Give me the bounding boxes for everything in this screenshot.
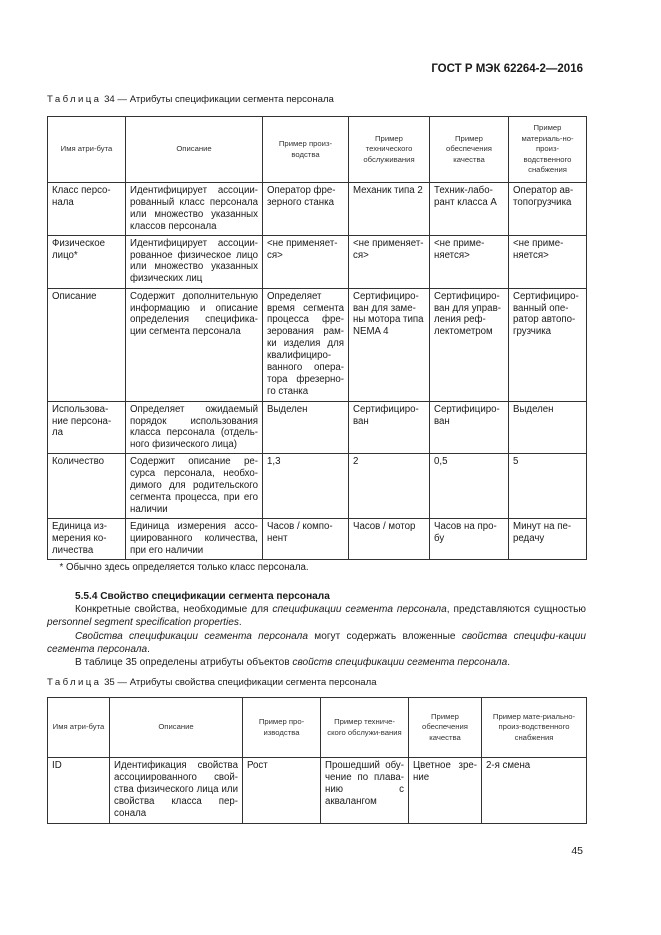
cell: Содержит дополнительную информацию и описание определения специфика-ции сегмента персонала	[126, 288, 263, 401]
cell: Класс персо-нала	[48, 183, 126, 236]
cell: Использова-ние персона-ла	[48, 401, 126, 454]
cell: Сертифициро-ванный опе-ратор автопо-грузчика	[509, 288, 587, 401]
cell: Оператор фре-зерного станка	[263, 183, 349, 236]
cell: Идентификация свойства ассоциированного свой-ства физического лица или свойства класса пер-сонала	[110, 758, 243, 824]
cell: ID	[48, 758, 110, 824]
table-row	[48, 758, 587, 824]
header-cell: Пример произ-водства	[263, 117, 349, 183]
cell: 0,5	[430, 454, 509, 519]
cell: Цветное зре-ние	[409, 758, 482, 824]
table-row	[48, 401, 587, 454]
cell: Содержит описание ре-сурса персонала, необхо-димого для родительского сегмента процесса, при его наличии	[126, 454, 263, 519]
cell: Описание	[48, 288, 126, 401]
paragraph-1	[47, 603, 586, 629]
term: свойства специфи-кации сегмента персонала	[47, 630, 586, 655]
header-cell: Описание	[126, 117, 263, 183]
header-cell: Пример про-изводства	[243, 698, 321, 758]
footnote-row	[48, 559, 587, 575]
text: .	[147, 643, 150, 655]
text: могут содержать вложенные	[307, 630, 462, 642]
cell: 2-я смена	[482, 758, 587, 824]
cell: Техник-лабо-рант класса А	[430, 183, 509, 236]
header-cell: Пример техниче-ского обслужи-вания	[321, 698, 409, 758]
cell: Единица измерения ассо-циированного количества, при его наличии	[126, 518, 263, 559]
cell: <не приме-няется>	[430, 235, 509, 288]
term: personnel segment specification properties	[47, 617, 239, 629]
cell: Часов / мотор	[349, 518, 430, 559]
table-34	[47, 116, 587, 576]
cell: Выделен	[509, 401, 587, 454]
header-cell: Имя атри-бута	[48, 698, 110, 758]
cell: Рост	[243, 758, 321, 824]
cell: <не применяет-ся>	[349, 235, 430, 288]
text: .	[507, 657, 511, 669]
text: В таблице 35 определены атрибуты объектов	[75, 657, 293, 669]
caption-text: — Атрибуты спецификации сегмента персонала	[114, 94, 334, 105]
table-row	[48, 454, 587, 519]
cell: Определяет время сегмента процесса фре-зерования рам-ки изделия для квалифициро-ванного опера-тора фрезерно-го станка	[263, 288, 349, 401]
cell: <не применяет-ся>	[263, 235, 349, 288]
document-header: ГОСТ Р МЭК 62264-2—2016	[431, 63, 583, 75]
cell: Сертифициро-ван для заме-ны мотора типа NEMA 4	[349, 288, 430, 401]
caption-number: 35	[104, 677, 115, 688]
header-cell: Пример обеспечения качества	[409, 698, 482, 758]
cell: Механик типа 2	[349, 183, 430, 236]
cell: Выделен	[263, 401, 349, 454]
paragraph-2	[47, 630, 586, 656]
header-cell: Имя атри-бута	[48, 117, 126, 183]
table-row	[48, 518, 587, 559]
text: Конкретные свойства, необходимые для	[75, 604, 273, 616]
table-row	[48, 235, 587, 288]
cell: Физическое лицо*	[48, 235, 126, 288]
cell: Часов / компо-нент	[263, 518, 349, 559]
table-row	[48, 288, 587, 401]
cell: Сертифициро-ван	[349, 401, 430, 454]
cell: Количество	[48, 454, 126, 519]
caption-text: — Атрибуты свойства спецификации сегмента персонала	[114, 677, 377, 688]
table-35-caption	[47, 677, 377, 688]
cell: Оператор ав-топогрузчика	[509, 183, 587, 236]
cell: Часов на про-бу	[430, 518, 509, 559]
table-35	[47, 697, 587, 824]
table-row	[48, 183, 587, 236]
caption-prefix: Таблица	[47, 94, 102, 105]
header-cell: Пример мате-риально-произ-водственного снабжения	[482, 698, 587, 758]
cell: 2	[349, 454, 430, 519]
cell: Единица из-мерения ко-личества	[48, 518, 126, 559]
cell: Сертифициро-ван	[430, 401, 509, 454]
table-34-caption	[47, 94, 334, 105]
header-cell: Пример обеспечения качества	[430, 117, 509, 183]
table-header-row	[48, 117, 587, 183]
caption-number: 34	[104, 94, 115, 105]
section-5-5-4	[47, 590, 586, 669]
header-cell: Описание	[110, 698, 243, 758]
cell: Прошедший обу-чение по плава-нию с аквалангом	[321, 758, 409, 824]
cell: Идентифицирует ассоции-рованное физическое лицо или множество указанных физических лиц	[126, 235, 263, 288]
text: .	[238, 617, 242, 629]
header-cell: Пример материаль-но-произ-водственного снабжения	[509, 117, 587, 183]
cell: 1,3	[263, 454, 349, 519]
cell: Определяет ожидаемый порядок использования класса персонала (отдель-ного физического лица)	[126, 401, 263, 454]
table-header-row	[48, 698, 587, 758]
section-heading: 5.5.4 Свойство спецификации сегмента персонала	[75, 591, 330, 602]
header-cell: Пример технического обслуживания	[349, 117, 430, 183]
text: , представляются сущностью	[446, 604, 586, 616]
term: спецификации сегмента персонала	[272, 604, 447, 616]
cell: Сертифициро-ван для управ-ления реф-лектометром	[430, 288, 509, 401]
page-number: 45	[571, 845, 583, 857]
term: свойств спецификации сегмента персонала	[292, 657, 508, 669]
paragraph-3	[47, 656, 586, 669]
term: Свойства спецификации сегмента персонала	[75, 630, 308, 642]
cell: Идентифицирует ассоции-рованный класс персонала или множество указанных классов персонала	[126, 183, 263, 236]
cell: <не приме-няется>	[509, 235, 587, 288]
cell: Минут на пе-редачу	[509, 518, 587, 559]
cell: 5	[509, 454, 587, 519]
table-footnote: * Обычно здесь определяется только класс персонала.	[48, 559, 587, 575]
caption-prefix: Таблица	[47, 677, 102, 688]
